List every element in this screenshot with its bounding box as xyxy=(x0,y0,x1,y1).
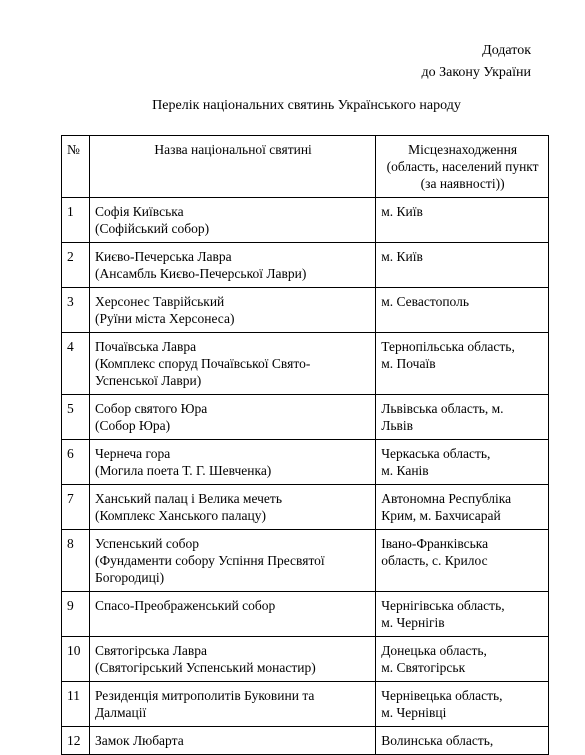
shrine-name-cell xyxy=(89,592,375,637)
shrine-name-line: (Софійський собор) xyxy=(94,221,210,236)
shrine-name-line: Софія Київська xyxy=(94,204,184,219)
row-number: 8 xyxy=(62,530,90,592)
row-number: 3 xyxy=(62,288,90,333)
row-number: 11 xyxy=(62,682,90,727)
shrine-location-cell xyxy=(376,395,549,440)
shrine-name-line: Собор святого Юра xyxy=(94,401,208,416)
table-body xyxy=(62,198,549,755)
shrine-location-line: Волинська область, xyxy=(381,733,494,748)
shrine-name-line: Замок Любарта xyxy=(94,733,184,748)
shrine-location-line: Львів xyxy=(381,418,414,433)
shrine-name-line: (Руїни міста Херсонеса) xyxy=(94,311,235,326)
shrine-location-line: Крим, м. Бахчисарай xyxy=(381,508,501,523)
table-row xyxy=(62,637,549,682)
table-row xyxy=(62,198,549,243)
row-number: 9 xyxy=(62,592,90,637)
table-row xyxy=(62,682,549,727)
row-number: 5 xyxy=(62,395,90,440)
shrine-name-line: Богородиці) xyxy=(94,570,165,585)
shrine-location-cell xyxy=(376,243,549,288)
shrine-location-line: м. Чернівці xyxy=(381,705,447,720)
shrine-location-cell xyxy=(376,637,549,682)
table-row xyxy=(62,395,549,440)
shrine-name-cell xyxy=(89,333,375,395)
document-title: Перелік національних святинь Українського народу xyxy=(152,98,461,113)
shrine-location-cell xyxy=(376,440,549,485)
shrine-location-cell xyxy=(376,333,549,395)
shrine-name-cell xyxy=(89,288,375,333)
shrine-location-line: Автономна Республіка xyxy=(381,491,512,506)
shrine-location-line: Черкаська область, xyxy=(381,446,491,461)
table-row xyxy=(62,530,549,592)
shrine-name-line: (Собор Юра) xyxy=(94,418,171,433)
shrine-location-cell xyxy=(376,485,549,530)
shrine-name-cell xyxy=(89,485,375,530)
shrine-location-line: Чернівецька область, xyxy=(381,688,503,703)
row-number: 2 xyxy=(62,243,90,288)
row-number: 4 xyxy=(62,333,90,395)
table-header-row xyxy=(62,136,549,198)
column-header-location xyxy=(376,136,549,198)
shrine-location-line: м. Почаїв xyxy=(381,356,436,371)
shrine-location-cell xyxy=(376,530,549,592)
table-row xyxy=(62,727,549,755)
row-number: 1 xyxy=(62,198,90,243)
shrine-location-line: м. Святогірськ xyxy=(381,660,466,675)
column-header-location-line: (область, населений пункт xyxy=(386,159,539,174)
shrine-name-line: (Святогірський Успенський монастир) xyxy=(94,660,316,675)
shrine-name-line: Святогірська Лавра xyxy=(94,643,208,658)
shrine-name-cell xyxy=(89,198,375,243)
column-header-number: № xyxy=(62,136,90,198)
shrines-table xyxy=(61,135,549,755)
shrine-location-cell xyxy=(376,682,549,727)
shrine-name-cell xyxy=(89,637,375,682)
shrine-name-cell xyxy=(89,440,375,485)
shrine-location-cell xyxy=(376,727,549,755)
shrine-location-line: Львівська область, м. xyxy=(381,401,504,416)
table-row xyxy=(62,333,549,395)
shrine-name-line: Спасо-Преображенський собор xyxy=(94,598,276,613)
shrine-name-cell xyxy=(89,682,375,727)
shrine-name-line: Успенської Лаври) xyxy=(94,373,202,388)
column-header-location-line: Місцезнаходження xyxy=(408,142,518,157)
shrine-name-cell xyxy=(89,243,375,288)
shrine-location-line: Донецька область, xyxy=(381,643,487,658)
header-line-appendix: Додаток xyxy=(482,43,531,58)
row-number: 12 xyxy=(62,727,90,755)
row-number: 6 xyxy=(62,440,90,485)
column-header-location-line: (за наявності)) xyxy=(420,176,505,191)
shrine-location-line: м. Севастополь xyxy=(381,294,470,309)
shrine-location-cell xyxy=(376,592,549,637)
table-row xyxy=(62,485,549,530)
shrine-name-line: Успенський собор xyxy=(94,536,199,551)
column-header-name: Назва національної святині xyxy=(89,136,375,198)
shrine-name-line: (Комплекс Ханського палацу) xyxy=(94,508,266,523)
shrine-name-line: (Фундаменти собору Успіння Пресвятої xyxy=(94,553,325,568)
shrine-name-cell xyxy=(89,727,375,755)
shrine-location-line: м. Канів xyxy=(381,463,429,478)
shrine-name-line: Херсонес Таврійський xyxy=(94,294,225,309)
shrine-name-line: Резиденція митрополитів Буковини та xyxy=(94,688,315,703)
shrine-location-cell xyxy=(376,198,549,243)
shrine-location-line: Івано-Франківська xyxy=(381,536,489,551)
shrine-location-line: область, с. Крилос xyxy=(381,553,488,568)
shrine-location-line: Чернігівська область, xyxy=(381,598,505,613)
shrine-name-cell xyxy=(89,530,375,592)
shrine-name-cell xyxy=(89,395,375,440)
shrine-location-line: Тернопільська область, xyxy=(381,339,515,354)
shrine-name-line: Ханський палац і Велика мечеть xyxy=(94,491,282,506)
table-row xyxy=(62,440,549,485)
row-number: 10 xyxy=(62,637,90,682)
shrine-name-line: (Ансамбль Києво-Печерської Лаври) xyxy=(94,266,307,281)
document-header xyxy=(421,40,531,84)
row-number: 7 xyxy=(62,485,90,530)
shrine-name-line: Чернеча гора xyxy=(94,446,171,461)
table-row xyxy=(62,243,549,288)
shrine-location-cell xyxy=(376,288,549,333)
shrine-name-line: (Могила поета Т. Г. Шевченка) xyxy=(94,463,272,478)
shrine-location-line: м. Київ xyxy=(381,204,423,219)
shrine-location-line: м. Чернігів xyxy=(381,615,445,630)
shrine-name-line: Почаївська Лавра xyxy=(94,339,197,354)
header-line-law: до Закону України xyxy=(421,65,531,80)
shrine-name-line: Києво-Печерська Лавра xyxy=(94,249,232,264)
shrine-name-line: (Комплекс споруд Почаївської Свято- xyxy=(94,356,311,371)
shrine-name-line: Далмації xyxy=(94,705,147,720)
table-row xyxy=(62,288,549,333)
shrine-location-line: м. Київ xyxy=(381,249,423,264)
table-row xyxy=(62,592,549,637)
